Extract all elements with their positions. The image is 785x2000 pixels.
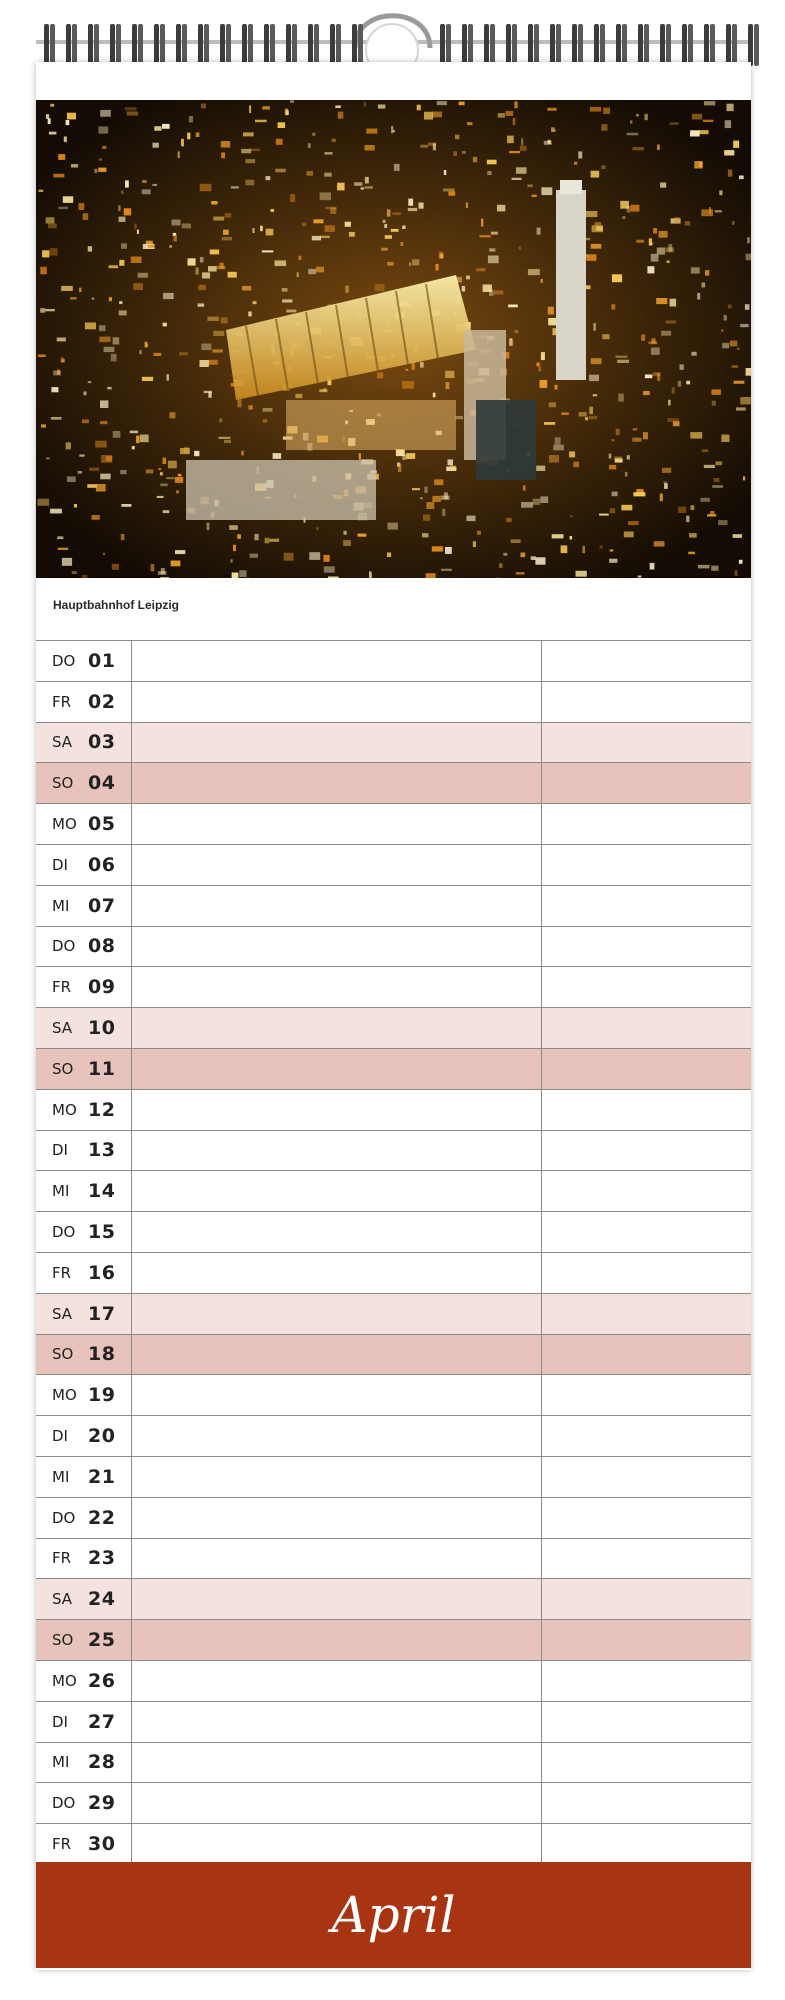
extra-note-cell[interactable]: [542, 886, 751, 926]
day-number: 24: [88, 1588, 116, 1611]
day-row: [36, 803, 751, 844]
extra-note-cell[interactable]: [542, 1498, 751, 1538]
note-cell[interactable]: [132, 804, 542, 844]
extra-note-cell[interactable]: [542, 967, 751, 1007]
day-number: 11: [88, 1057, 116, 1080]
note-cell[interactable]: [132, 1049, 542, 1089]
extra-note-cell[interactable]: [542, 1783, 751, 1823]
day-row: [36, 1538, 751, 1579]
weekday-abbr: DO: [52, 1794, 76, 1813]
day-number: 28: [88, 1751, 116, 1774]
day-row: [36, 1497, 751, 1538]
weekday-abbr: SA: [52, 1019, 73, 1038]
weekday-abbr: FR: [52, 1834, 72, 1853]
day-number: 22: [88, 1506, 116, 1529]
extra-note-cell[interactable]: [542, 1579, 751, 1619]
day-label-cell: [36, 804, 132, 844]
note-cell[interactable]: [132, 1008, 542, 1048]
weekday-abbr: FR: [52, 692, 72, 711]
note-cell[interactable]: [132, 1375, 542, 1415]
day-label-cell: [36, 763, 132, 803]
day-number: 09: [88, 976, 116, 999]
note-cell[interactable]: [132, 1743, 542, 1783]
weekday-abbr: DO: [52, 651, 76, 670]
note-cell[interactable]: [132, 682, 542, 722]
day-label-cell: [36, 1375, 132, 1415]
day-label-cell: [36, 1702, 132, 1742]
day-number: 01: [88, 649, 116, 672]
note-cell[interactable]: [132, 1702, 542, 1742]
day-row: [36, 1374, 751, 1415]
extra-note-cell[interactable]: [542, 1620, 751, 1660]
day-number: 19: [88, 1384, 116, 1407]
note-cell[interactable]: [132, 1335, 542, 1375]
note-cell[interactable]: [132, 1579, 542, 1619]
day-label-cell: [36, 1212, 132, 1252]
weekday-abbr: SA: [52, 733, 73, 752]
day-row: [36, 1252, 751, 1293]
day-number: 02: [88, 690, 116, 713]
day-number: 23: [88, 1547, 116, 1570]
day-label-cell: [36, 1783, 132, 1823]
day-row: [36, 1130, 751, 1171]
day-row: [36, 926, 751, 967]
day-row: [36, 885, 751, 926]
note-cell[interactable]: [132, 1824, 542, 1863]
weekday-abbr: DI: [52, 1141, 68, 1160]
day-label-cell: [36, 1661, 132, 1701]
day-row: [36, 640, 751, 681]
day-number: 27: [88, 1710, 116, 1733]
extra-note-cell[interactable]: [542, 804, 751, 844]
day-label-cell: [36, 1131, 132, 1171]
weekday-abbr: DO: [52, 1508, 76, 1527]
day-number: 08: [88, 935, 116, 958]
day-row: [36, 762, 751, 803]
day-row: [36, 1823, 751, 1864]
note-cell[interactable]: [132, 1212, 542, 1252]
city-night-photo: [36, 100, 751, 578]
month-footer: [36, 1862, 751, 1968]
day-row: [36, 1170, 751, 1211]
day-label-cell: [36, 1008, 132, 1048]
weekday-abbr: DI: [52, 855, 68, 874]
day-label-cell: [36, 1253, 132, 1293]
weekday-abbr: MI: [52, 1182, 70, 1201]
note-cell[interactable]: [132, 1539, 542, 1579]
extra-note-cell[interactable]: [542, 1008, 751, 1048]
day-row: [36, 1211, 751, 1252]
day-row: [36, 1782, 751, 1823]
note-cell[interactable]: [132, 641, 542, 681]
weekday-abbr: FR: [52, 978, 72, 997]
extra-note-cell[interactable]: [542, 1702, 751, 1742]
photo-graphic: [36, 100, 751, 578]
extra-note-cell[interactable]: [542, 1253, 751, 1293]
weekday-abbr: SO: [52, 1631, 74, 1650]
day-row: [36, 1578, 751, 1619]
note-cell[interactable]: [132, 1090, 542, 1130]
day-label-cell: [36, 1416, 132, 1456]
day-number: 05: [88, 813, 116, 836]
extra-note-cell[interactable]: [542, 682, 751, 722]
extra-note-cell[interactable]: [542, 1335, 751, 1375]
day-row: [36, 1619, 751, 1660]
note-cell[interactable]: [132, 763, 542, 803]
weekday-abbr: DO: [52, 1223, 76, 1242]
day-number: 13: [88, 1139, 116, 1162]
day-number: 16: [88, 1261, 116, 1284]
extra-note-cell[interactable]: [542, 1090, 751, 1130]
weekday-abbr: MI: [52, 896, 70, 915]
day-number: 20: [88, 1425, 116, 1448]
note-cell[interactable]: [132, 1620, 542, 1660]
note-cell[interactable]: [132, 1498, 542, 1538]
extra-note-cell[interactable]: [542, 1457, 751, 1497]
photo-caption: Hauptbahnhof Leipzig: [53, 598, 179, 612]
extra-note-cell[interactable]: [542, 1416, 751, 1456]
day-row: [36, 1007, 751, 1048]
day-row: [36, 1334, 751, 1375]
day-label-cell: [36, 1498, 132, 1538]
day-label-cell: [36, 1049, 132, 1089]
extra-note-cell[interactable]: [542, 1049, 751, 1089]
extra-note-cell[interactable]: [542, 723, 751, 763]
day-row: [36, 1048, 751, 1089]
extra-note-cell[interactable]: [542, 641, 751, 681]
day-number: 29: [88, 1792, 116, 1815]
extra-note-cell[interactable]: [542, 1212, 751, 1252]
day-label-cell: [36, 1579, 132, 1619]
note-cell[interactable]: [132, 1253, 542, 1293]
day-number: 07: [88, 894, 116, 917]
day-label-cell: [36, 1743, 132, 1783]
day-label-cell: [36, 1090, 132, 1130]
day-row: [36, 681, 751, 722]
note-cell[interactable]: [132, 967, 542, 1007]
note-cell[interactable]: [132, 1783, 542, 1823]
day-row: [36, 1089, 751, 1130]
day-row: [36, 1415, 751, 1456]
day-label-cell: [36, 967, 132, 1007]
day-number: 17: [88, 1302, 116, 1325]
weekday-abbr: DI: [52, 1712, 68, 1731]
day-row: [36, 1742, 751, 1783]
day-number: 30: [88, 1832, 116, 1855]
note-cell[interactable]: [132, 1416, 542, 1456]
extra-note-cell[interactable]: [542, 927, 751, 967]
weekday-abbr: FR: [52, 1263, 72, 1282]
day-number: 21: [88, 1465, 116, 1488]
day-row: [36, 966, 751, 1007]
extra-note-cell[interactable]: [542, 1824, 751, 1863]
day-row: [36, 1293, 751, 1334]
day-number: 18: [88, 1343, 116, 1366]
extra-note-cell[interactable]: [542, 1743, 751, 1783]
day-label-cell: [36, 1171, 132, 1211]
day-row: [36, 844, 751, 885]
day-number: 03: [88, 731, 116, 754]
day-label-cell: [36, 886, 132, 926]
day-label-cell: [36, 641, 132, 681]
day-label-cell: [36, 1620, 132, 1660]
day-label-cell: [36, 1294, 132, 1334]
note-cell[interactable]: [132, 845, 542, 885]
note-cell[interactable]: [132, 723, 542, 763]
note-cell[interactable]: [132, 1171, 542, 1211]
day-label-cell: [36, 1457, 132, 1497]
weekday-abbr: SA: [52, 1590, 73, 1609]
note-cell[interactable]: [132, 886, 542, 926]
weekday-abbr: SA: [52, 1304, 73, 1323]
day-number: 04: [88, 772, 116, 795]
note-cell[interactable]: [132, 1131, 542, 1171]
calendar-sheet: [36, 62, 751, 1970]
weekday-abbr: MO: [52, 1386, 77, 1405]
day-label-cell: [36, 1539, 132, 1579]
day-row: [36, 722, 751, 763]
day-label-cell: [36, 1824, 132, 1863]
weekday-abbr: SO: [52, 1059, 74, 1078]
day-number: 14: [88, 1180, 116, 1203]
note-cell[interactable]: [132, 1661, 542, 1701]
weekday-abbr: DO: [52, 937, 76, 956]
extra-note-cell[interactable]: [542, 1375, 751, 1415]
extra-note-cell[interactable]: [542, 1294, 751, 1334]
weekday-abbr: FR: [52, 1549, 72, 1568]
weekday-abbr: MO: [52, 1671, 77, 1690]
weekday-abbr: MI: [52, 1753, 70, 1772]
day-number: 10: [88, 1017, 116, 1040]
day-row: [36, 1660, 751, 1701]
weekday-abbr: MI: [52, 1467, 70, 1486]
day-label-cell: [36, 845, 132, 885]
weekday-abbr: MO: [52, 1100, 77, 1119]
extra-note-cell[interactable]: [542, 845, 751, 885]
day-number: 06: [88, 853, 116, 876]
day-label-cell: [36, 1335, 132, 1375]
day-label-cell: [36, 723, 132, 763]
day-number: 15: [88, 1221, 116, 1244]
note-cell[interactable]: [132, 1294, 542, 1334]
day-number: 26: [88, 1669, 116, 1692]
extra-note-cell[interactable]: [542, 763, 751, 803]
weekday-abbr: MO: [52, 815, 77, 834]
weekday-abbr: SO: [52, 1345, 74, 1364]
day-number: 12: [88, 1098, 116, 1121]
extra-note-cell[interactable]: [542, 1539, 751, 1579]
day-row: [36, 1456, 751, 1497]
extra-note-cell[interactable]: [542, 1171, 751, 1211]
day-number: 25: [88, 1629, 116, 1652]
day-label-cell: [36, 682, 132, 722]
note-cell[interactable]: [132, 927, 542, 967]
extra-note-cell[interactable]: [542, 1131, 751, 1171]
day-label-cell: [36, 927, 132, 967]
weekday-abbr: SO: [52, 774, 74, 793]
day-grid: [36, 640, 751, 1864]
month-title: April: [331, 1886, 456, 1944]
weekday-abbr: DI: [52, 1427, 68, 1446]
day-row: [36, 1701, 751, 1742]
note-cell[interactable]: [132, 1457, 542, 1497]
extra-note-cell[interactable]: [542, 1661, 751, 1701]
